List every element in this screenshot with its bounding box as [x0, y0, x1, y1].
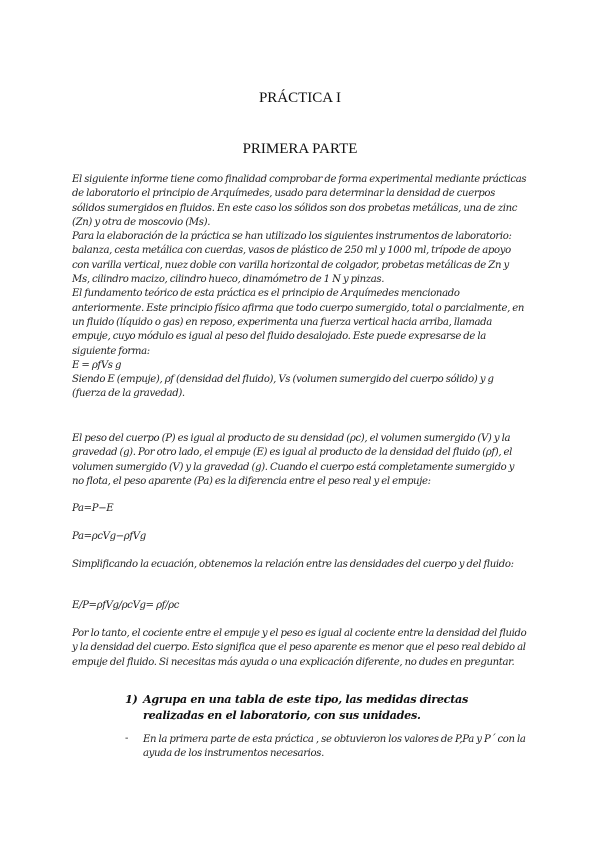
task-number: 1) — [125, 692, 138, 706]
task-text: Agrupa en una tabla de este tipo, las medidas directas realizadas en el laboratorio, con sus unidades. — [143, 692, 469, 722]
instruments-paragraph: Para la elaboración de la práctica se han utilizado los siguientes instrumentos de laboratorio: balanza, cesta metálica con cuerdas, vasos de plástico de 250 ml y 1000 ml, trípode de apoyo con varilla vertical, nuez doble con varilla horizontal de colgador, probetas metálicas de Zn y Ms, cilindro macizo, cilindro hueco, dinamómetro de 1 N y pinzas. — [72, 231, 512, 286]
simplify-paragraph: Simplificando la ecuación, obtenemos la relación entre las densidades del cuerpo y del fluido: — [72, 559, 514, 570]
conclusion-paragraph: Por lo tanto, el cociente entre el empuje y el peso es igual al cociente entre la densidad del fluido y la densidad del cuerpo. Esto significa que el peso aparente es menor que el peso real debido al empuje del fluido. Si necesitas más ayuda o una explicación diferente, no dudes en preguntar. — [72, 628, 527, 668]
page-title: PRÁCTICA I — [258, 90, 342, 106]
definitions-paragraph: Siendo E (empuje), ρf (densidad del fluido), Vs (volumen sumergido del cuerpo sólido) y g (fuerza de la gravedad). — [72, 374, 494, 400]
apparent-weight-formula-2: Pa=ρcVg−ρfVg — [72, 531, 146, 542]
bullet-text: En la primera parte de esta práctica , se obtuvieron los valores de P,Pa y P´ con la ayuda de los instrumentos necesarios. — [143, 734, 526, 760]
document-page: PRÁCTICA I PRIMERA PARTE El siguiente informe tiene como finalidad comprobar de forma experimental mediante prácticas de laboratorio el principio de Arquímedes, usado para determinar la densidad de cuerpos sólidos sumergidos en fluidos. En este caso los sólidos son dos probetas metálicas, una de zinc (Zn) y otra de moscovio (Ms). Para la elaboración de la práctica se han utilizado los siguientes instrumentos de laboratorio: balanza, cesta metálica con cuerdas, vasos de plástico de 250 ml y 1000 ml, trípode de apoyo con varilla vertical, nuez doble con varilla horizontal de colgador, probetas metálicas de Zn y Ms, cilindro macizo, cilindro hueco, dinamómetro de 1 N y pinzas. El fundamento teórico de esta práctica es el principio de Arquímedes mencionado anteriormente. Este principio físico afirma que todo cuerpo sumergido, total o parcialmente, en un fluido (líquido o gas) en reposo, experimenta una fuerza vertical hacia arriba, llamada empuje, cuyo módulo es igual al peso del fluido desalojado. Este puede expresarse de la siguiente forma: E = ρfVs g Siendo E (empuje), ρf (densidad del fluido), Vs (volumen sumergido del cuerpo sólido) y g (fuerza de la gravedad). El peso del cuerpo (P) es igual al producto de su densidad (ρc), el volumen sumergido (V) y la gravedad (g). Por otro lado, el empuje (E) es igual al producto de la densidad del fluido (ρf), el volumen sumergido (V) y la gravedad (g). Cuando el cuerpo está completamente sumergido y no flota, el peso aparente (Pa) es la diferencia entre el peso real y el empuje: Pa=P−E Pa=ρcVg−ρfVg Simplificando la ecuación, obtenemos la relación entre las densidades del cuerpo y del fluido: E/P=ρfVg/ρcVg= ρf/ρc Por lo tanto, el cociente entre el empuje y el peso es igual al cociente entre la densidad del fluido y la densidad del cuerpo. Esto significa que el peso aparente es menor que el peso real debido al empuje del fluido. Si necesitas más ayuda o una explicación diferente, no dudes en preguntar. 1) Agrupa en una tabla de este tipo, las medidas directas realizadas en el laboratorio, con sus unidades. - En la primera parte de esta práctica , se obtuvieron los valores de P,Pa y P´ con la ayuda de los instrumentos necesarios. — [0, 0, 600, 848]
weight-paragraph-block — [72, 432, 528, 489]
task-heading — [125, 692, 525, 723]
intro-paragraph-block — [72, 173, 528, 402]
weight-paragraph: El peso del cuerpo (P) es igual al producto de su densidad (ρc), el volumen sumergido (V) y la gravedad (g). Por otro lado, el empuje (E) es igual al producto de la densidad del fluido (ρf), el volumen sumergido (V) y la gravedad (g). Cuando el cuerpo está completamente sumergido y no flota, el peso aparente (Pa) es la diferencia entre el peso real y el empuje: — [72, 433, 515, 487]
intro-paragraph: El siguiente informe tiene como finalidad comprobar de forma experimental mediante prácticas de laboratorio el principio de Arquímedes, usado para determinar la densidad de cuerpos sólidos sumergidos en fluidos. En este caso los sólidos son dos probetas metálicas, una de zinc (Zn) y otra de moscovio (Ms). — [72, 174, 527, 228]
empuje-formula: E = ρfVs g — [72, 359, 122, 371]
density-ratio-formula: E/P=ρfVg/ρcVg= ρf/ρc — [72, 600, 180, 611]
theory-paragraph: El fundamento teórico de esta práctica es el principio de Arquímedes mencionado anteriormente. Este principio físico afirma que todo cuerpo sumergido, total o parcialmente, en un fluido (líquido o gas) en reposo, experimenta una fuerza vertical hacia arriba, llamada empuje, cuyo módulo es igual al peso del fluido desalojado. Este puede expresarse de la siguiente forma: — [72, 288, 525, 357]
page-subtitle: PRIMERA PARTE — [242, 141, 358, 157]
apparent-weight-formula-1: Pa=P−E — [72, 503, 114, 514]
